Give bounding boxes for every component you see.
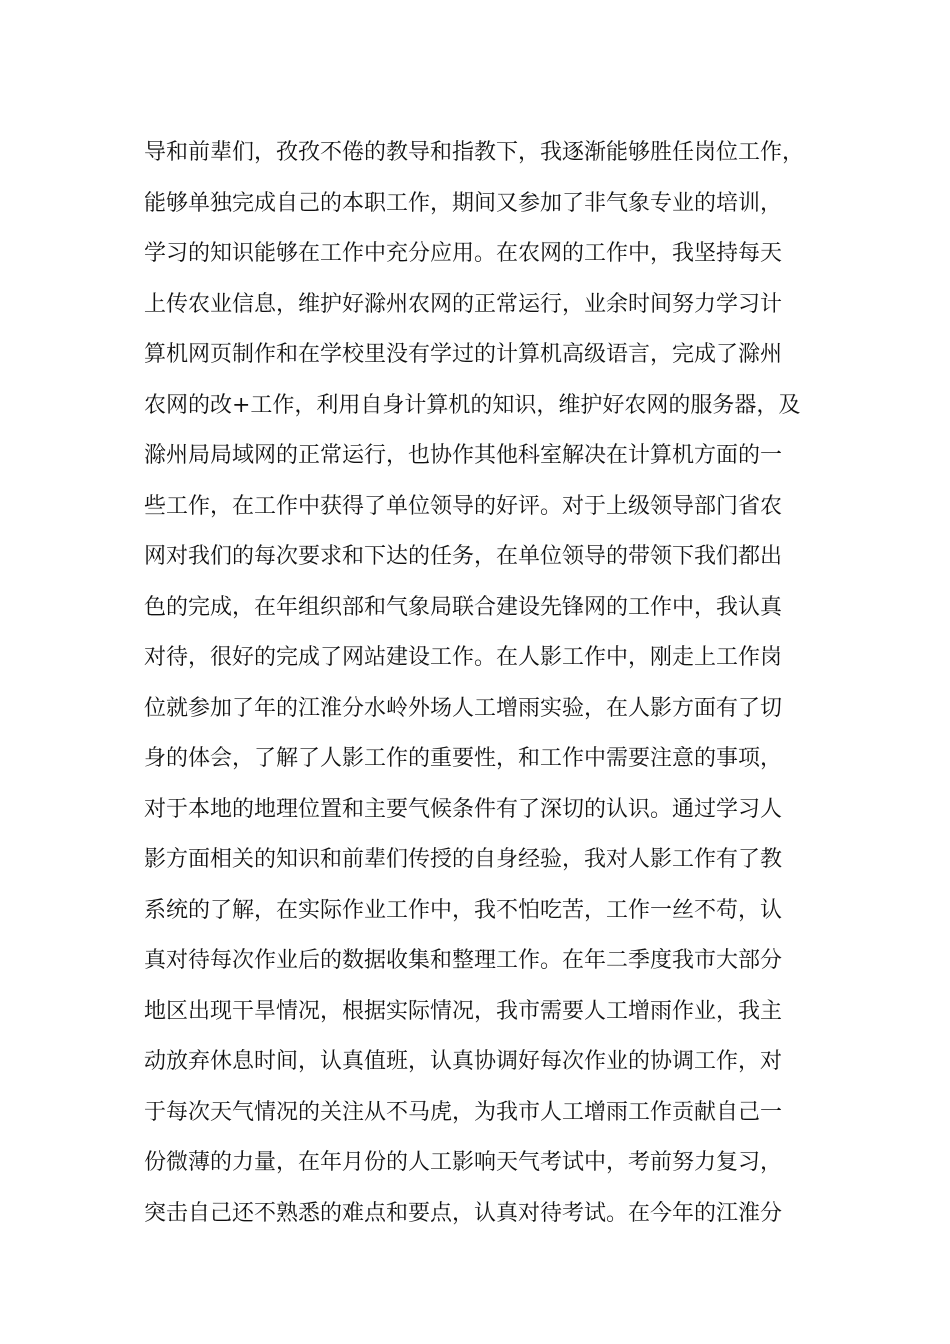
text-line: 真对待每次作业后的数据收集和整理工作。在年二季度我市大部分 [144,948,783,973]
text-line: 些工作，在工作中获得了单位领导的好评。对于上级领导部门省农 [144,493,783,519]
text-line: 影方面相关的知识和前辈们传授的自身经验，我对人影工作有了教 [144,847,783,872]
text-line: 位就参加了年的江淮分水岭外场人工增雨实验，在人影方面有了切 [144,695,783,721]
text-line: 导和前辈们，孜孜不倦的教导和指教下，我逐渐能够胜任岗位工作， [144,140,805,165]
text-line: 身的体会，了解了人影工作的重要性，和工作中需要注意的事项， [144,746,783,771]
text-line: 地区出现干旱情况，根据实际情况，我市需要人工增雨作业，我主 [144,998,783,1024]
body-text [144,128,824,1239]
text-line: 于每次天气情况的关注从不马虎，为我市人工增雨工作贡献自己一 [144,1099,783,1125]
text-line: 突击自己还不熟悉的难点和要点，认真对待考试。在今年的江淮分 [144,1200,783,1226]
text-line: 算机网页制作和在学校里没有学过的计算机高级语言，完成了滁州 [144,342,783,367]
text-line: 学习的知识能够在工作中充分应用。在农网的工作中，我坚持每天 [144,241,783,266]
text-line: 系统的了解，在实际作业工作中，我不怕吃苦，工作一丝不苟，认 [144,897,783,923]
text-line: 动放弃休息时间，认真值班，认真协调好每次作业的协调工作，对 [144,1049,783,1074]
text-line: 能够单独完成自己的本职工作，期间又参加了非气象专业的培训， [144,190,783,216]
text-line: 上传农业信息，维护好滁州农网的正常运行，业余时间努力学习计 [144,291,783,317]
text-line: 对待，很好的完成了网站建设工作。在人影工作中，刚走上工作岗 [144,645,783,670]
text-line: 对于本地的地理位置和主要气候条件有了深切的认识。通过学习人 [144,796,783,822]
text-line: 色的完成，在年组织部和气象局联合建设先锋网的工作中，我认真 [144,594,783,620]
text-line: 农网的改+工作，利用自身计算机的知识，维护好农网的服务器，及 [144,392,801,418]
text-line: 份微薄的力量，在年月份的人工影响天气考试中，考前努力复习， [144,1150,783,1175]
text-line: 滁州局局域网的正常运行，也协作其他科室解决在计算机方面的一 [144,443,783,468]
text-line: 网对我们的每次要求和下达的任务，在单位领导的带领下我们都出 [144,544,783,569]
